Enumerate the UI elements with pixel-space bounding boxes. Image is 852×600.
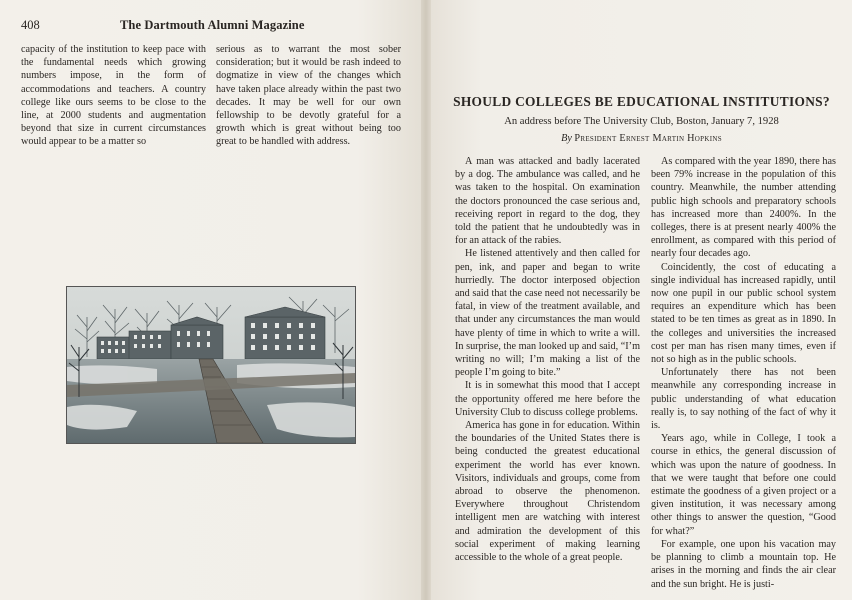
paragraph: America has gone in for education. Within the boundaries of the United States there is being conducted the greatest educational experiment the world has ever known. Visitors, individuals and groups, come from abroad to observe the phenomenon. Everywhere throughout Christendom intelligent men are watching with interest and admiration the development of this social experiment of making learning accessible to the whole of a great people. [455, 420, 640, 564]
right-column-2 [651, 155, 836, 591]
binding-gutter [421, 0, 431, 600]
running-head [21, 18, 411, 36]
paragraph: Years ago, while in College, I took a course in ethics, the general discussion of which was upon the nature of goodness. In that we were taught that before one could estimate the goodness of a given project or a given institution, it was necessary among other things to answer the question, “Good for what?” [651, 433, 836, 537]
article-title: SHOULD COLLEGES BE EDUCATIONAL INSTITUTIONS? [453, 94, 830, 109]
right-column-1 [455, 155, 640, 564]
left-column-1 [21, 43, 206, 149]
paragraph: For example, one upon his vacation may be planning to climb a mountain top. He arises in the morning and finds the air clear and the sun bright. He is justi- [651, 538, 836, 590]
paragraph: As compared with the year 1890, there has been 79% increase in the population of this country. Meanwhile, the number attending public high schools and preparatory schools has increased more than 2400%. In the colleges, there is at present nearly 400% the enrollment, as compared with this period of nearly four decades ago. [651, 156, 836, 260]
paragraph: He listened attentively and then called for pen, ink, and paper and began to write hurriedly. The doctor interposed objection and said that the case need not necessarily be fatal, in view of the treatment available, and that under any circumstances the man would have plenty of time in which to write a will. In surprise, the man looked up and said, “I’m writing no will; I’m making a list of the people I’m going to bite.” [455, 248, 640, 379]
article-subtitle: An address before The University Club, Boston, January 7, 1928 [504, 116, 779, 127]
byline [441, 133, 842, 144]
paragraph: Unfortunately there has not been meanwhile any corresponding increase in public understanding of what education really is, to say nothing of the fact of why it is. [651, 367, 836, 432]
dartmouth-row-illustration [67, 287, 355, 443]
paragraph: It is in somewhat this mood that I accept the opportunity offered me here before the University Club to discuss college problems. [455, 380, 640, 418]
magazine-title: The Dartmouth Alumni Magazine [120, 18, 305, 32]
byline-author: President Ernest Martin Hopkins [574, 133, 722, 144]
byline-prefix: By [561, 133, 572, 144]
left-column-2 [216, 43, 401, 149]
left-page [0, 0, 421, 600]
paragraph: A man was attacked and badly lacerated by a dog. The ambulance was called, and he was taken to the hospital. On examination the doctors pronounced the case serious and, receiving report in regard to the dog, they told the patient that he undoubtedly was in for an attack of the rabies. [455, 156, 640, 247]
paragraph: capacity of the institution to keep pace with the fundamental needs which growing numbers impose, in the form of accommodations and teachers. A country college like ours seems to be close to the line, at 2000 students and augmentation beyond that size in current circumstances would appear to be a matter so [21, 44, 206, 148]
right-page [431, 0, 852, 600]
page-number: 408 [21, 18, 40, 32]
campus-photograph [66, 286, 356, 444]
paragraph: Coincidently, the cost of educating a single individual has increased rapidly, until now one pupil in our public school system requires an expenditure which has been stated to be ten times as great as in 1890. In the colleges and universities the increased cost per man has risen many times, even if not so high as in the public schools. [651, 261, 836, 366]
paragraph: serious as to warrant the most sober consideration; but it would be rash indeed to dogmatize in view of the changes which have taken place already within the past two decades. It may be well for our own fellowship to be devotly grateful for a growth which is great without being too great to be handled with address. [216, 44, 401, 148]
